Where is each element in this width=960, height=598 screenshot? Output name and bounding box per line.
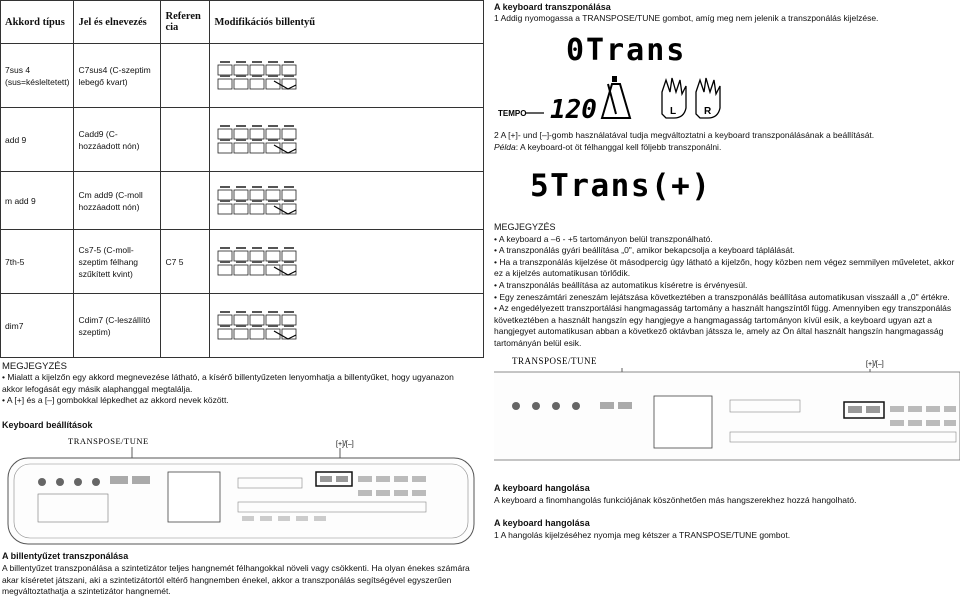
keypad-label-mark — [284, 325, 294, 327]
keypad-label-mark — [284, 139, 294, 141]
keypad-key — [234, 329, 248, 339]
example-label: Példa — [494, 141, 516, 152]
table-row — [1, 108, 484, 172]
keypad-label-mark — [284, 311, 294, 313]
tuning-section — [494, 483, 954, 541]
keypad-label-mark — [268, 75, 278, 77]
keypad-key — [250, 329, 264, 339]
keypad-key — [250, 315, 264, 325]
keypad-label-mark — [268, 61, 278, 63]
plusminus-label: [+]/[–] — [336, 441, 354, 448]
keypad-key — [218, 204, 232, 214]
keypad-key — [218, 143, 232, 153]
keypad-label-mark — [268, 311, 278, 313]
transpose-heading: A keyboard transzponálása — [494, 2, 611, 12]
keypad-icon — [214, 184, 304, 218]
tuning-heading-1: A keyboard hangolása — [494, 483, 590, 493]
right-hand-icon — [696, 78, 720, 118]
keypad-label-mark — [284, 247, 294, 249]
keypad-label-mark — [252, 261, 262, 263]
keypad-label-mark — [268, 125, 278, 127]
key-diagram — [210, 108, 484, 172]
note-item: • A transzponálás beállítása az automatikus kíséretre is érvényesül. — [494, 280, 956, 292]
keypad-label-mark — [252, 125, 262, 127]
keypad-label-mark — [236, 247, 246, 249]
keypad-label-mark — [268, 325, 278, 327]
chord-type: add 9 — [1, 108, 74, 172]
keyboard-settings-heading: Keyboard beállítások — [2, 420, 93, 430]
chord-name: Cs7-5 (C-moll-szeptim félhang szűkített kvint) — [74, 230, 161, 294]
tuning-text-2: 1 A hangolás kijelzéséhez nyomja meg kétszer a TRANSPOSE/TUNE gombot. — [494, 529, 791, 540]
chord-ref: C7 5 — [161, 230, 210, 294]
keypad-label-mark — [284, 200, 294, 202]
key-diagram — [210, 172, 484, 230]
plusminus-label-right: [+]/[–] — [866, 361, 884, 368]
chord-type: dim7 — [1, 294, 74, 358]
keypad-label-mark — [252, 311, 262, 313]
keypad-key — [266, 315, 280, 325]
keypad-label-mark — [236, 61, 246, 63]
keypad-icon — [214, 59, 304, 93]
key-diagram — [210, 230, 484, 294]
chord-ref — [161, 172, 210, 230]
keypad-label-mark — [284, 261, 294, 263]
keypad-label-mark — [268, 186, 278, 188]
table-row — [1, 172, 484, 230]
keypad-key — [266, 143, 280, 153]
keypad-label-mark — [284, 61, 294, 63]
keypad-key — [250, 204, 264, 214]
keypad-label-mark — [220, 75, 230, 77]
transpose-keys-heading: A billentyűzet transzponálása — [2, 551, 129, 561]
header-chord-type: Akkord típus — [1, 1, 74, 44]
keypad-key — [282, 143, 296, 153]
keypad-key — [234, 190, 248, 200]
tempo-label: TEMPO — [498, 109, 527, 118]
keypad-key — [266, 129, 280, 139]
key-diagram — [210, 294, 484, 358]
keypad-key — [266, 204, 280, 214]
tempo-value: 120 — [550, 95, 597, 122]
keypad-key — [218, 329, 232, 339]
keypad-key — [250, 190, 264, 200]
keypad-label-mark — [268, 261, 278, 263]
keypad-key — [266, 65, 280, 75]
transpose-label-right: TRANSPOSE/TUNE — [512, 356, 598, 366]
keyboard-panel-illustration-right — [494, 352, 960, 462]
chord-ref — [161, 44, 210, 108]
keypad-label-mark — [252, 61, 262, 63]
keypad-label-mark — [284, 186, 294, 188]
note-item: • A [+] és a [–] gombokkal lépkedhet az akkord nevek között. — [2, 395, 472, 407]
chord-ref — [161, 108, 210, 172]
keypad-label-mark — [252, 200, 262, 202]
right-note — [494, 222, 956, 350]
keypad-key — [218, 129, 232, 139]
keypad-key — [250, 65, 264, 75]
left-note — [2, 361, 472, 407]
chord-table — [0, 0, 484, 358]
keypad-key — [282, 329, 296, 339]
left-hand-icon — [662, 78, 686, 118]
keypad-icon — [214, 123, 304, 157]
keypad-key — [282, 251, 296, 261]
keypad-key — [218, 65, 232, 75]
keypad-label-mark — [220, 186, 230, 188]
chord-name: Cm add9 (C-moll hozzáadott nón) — [74, 172, 161, 230]
lcd-trans-text: 0Trans — [566, 33, 687, 68]
tuning-text-1: A keyboard a finomhangolás funkciójának köszönhetően más hangszerekhez hozzá hangolható. — [494, 494, 857, 505]
keyboard-panel-illustration — [2, 432, 480, 546]
note-item: • Ha a transzponálás kijelzése öt másodpercig úgy látható a kijelzőn, hogy közben nem végez semmilyen műveletet, akkor ez a kijelzés automatikusan törlődik. — [494, 257, 956, 280]
keypad-label-mark — [284, 75, 294, 77]
keypad-label-mark — [220, 125, 230, 127]
chord-ref — [161, 294, 210, 358]
keypad-key — [282, 79, 296, 89]
keypad-key — [282, 129, 296, 139]
keypad-key — [218, 315, 232, 325]
keypad-label-mark — [220, 200, 230, 202]
keypad-key — [282, 190, 296, 200]
header-symbol-name: Jel és elnevezés — [74, 1, 161, 44]
keypad-label-mark — [252, 325, 262, 327]
keypad-label-mark — [236, 75, 246, 77]
keypad-icon — [214, 309, 304, 343]
keypad-key — [266, 251, 280, 261]
note-list — [2, 372, 472, 407]
transpose-keys-text: A billentyűzet transzponálása a szintetizátor teljes hangnemét félhangokkal növeli vagy csökkenti. Ha olyan énekes számára akar kíséretet játszani, aki a szintetizátortól eltérő hangnemben énekel, akkor a transzponálás segítségével egyszerűen megváltoztathatja a szintetizátor hangnemét. — [2, 563, 470, 597]
keypad-label-mark — [220, 247, 230, 249]
keypad-label-mark — [268, 139, 278, 141]
keypad-label-mark — [236, 200, 246, 202]
header-modifier-keys: Modifikációs billentyű — [210, 1, 484, 44]
chord-name: C7sus4 (C-szeptim lebegő kvart) — [74, 44, 161, 108]
keypad-label-mark — [268, 200, 278, 202]
keypad-key — [234, 204, 248, 214]
chord-type: 7th-5 — [1, 230, 74, 294]
keypad-label-mark — [284, 125, 294, 127]
keypad-label-mark — [220, 325, 230, 327]
key-diagram — [210, 44, 484, 108]
note-item: • A transzponálás gyári beállítása „0", amikor bekapcsolja a keyboard táplálását. — [494, 245, 956, 257]
keypad-key — [234, 265, 248, 275]
keypad-key — [234, 79, 248, 89]
chord-name: Cdim7 (C-leszállító szeptim) — [74, 294, 161, 358]
keypad-key — [218, 251, 232, 261]
table-row — [1, 294, 484, 358]
keypad-key — [282, 315, 296, 325]
keypad-label-mark — [236, 125, 246, 127]
keypad-key — [250, 143, 264, 153]
note-item: • A keyboard a –6 - +5 tartományon belül transzponálható. — [494, 234, 956, 246]
tuning-heading-2: A keyboard hangolása — [494, 518, 590, 529]
chord-type: 7sus 4 (sus=késleltetett) — [1, 44, 74, 108]
note-heading: MEGJEGYZÉS — [494, 222, 556, 232]
keypad-key — [266, 329, 280, 339]
keypad-label-mark — [220, 61, 230, 63]
header-reference: Referen cia — [161, 1, 210, 44]
note-item: • Mialatt a kijelzőn egy akkord megnevezése látható, a kísérő billentyűzeten lenyomhatja a billentyűket, hogy ugyanazon akkor lefogását egy másik alaphanggal megtalálja. — [2, 372, 472, 395]
keypad-key — [234, 129, 248, 139]
keypad-key — [234, 251, 248, 261]
keypad-label-mark — [268, 247, 278, 249]
step-1: 1 Addig nyomogassa a TRANSPOSE/TUNE gombot, amíg meg nem jelenik a transzponálás kijelzése. — [494, 13, 879, 23]
keypad-key — [250, 251, 264, 261]
chord-type: m add 9 — [1, 172, 74, 230]
lcd2-text: 5Trans(+) — [530, 168, 712, 204]
keypad-label-mark — [252, 75, 262, 77]
step-2: 2 A [+]- und [–]-gomb használatával tudja megváltoztatni a keyboard transzponálásának a beállítását. Példa: A keyboard-ot öt félhanggal kell följebb transzponálni. — [494, 130, 875, 152]
keypad-label-mark — [220, 261, 230, 263]
keypad-key — [234, 65, 248, 75]
keypad-label-mark — [220, 311, 230, 313]
example-text: : A keyboard-ot öt félhanggal kell följebb transzponálni. — [515, 141, 722, 152]
keypad-label-mark — [236, 139, 246, 141]
keypad-key — [250, 265, 264, 275]
keypad-key — [234, 315, 248, 325]
keypad-key — [250, 129, 264, 139]
note-item: • Egy zeneszámtári zeneszám lejátszása következtében a transzponálás beállítása automatikusan visszaáll a „0" értékre. — [494, 292, 956, 304]
keypad-key — [250, 79, 264, 89]
table-row — [1, 230, 484, 294]
keypad-label-mark — [252, 186, 262, 188]
transpose-label: TRANSPOSE/TUNE — [68, 436, 149, 446]
keypad-label-mark — [220, 139, 230, 141]
keypad-label-mark — [236, 261, 246, 263]
keypad-label-mark — [236, 311, 246, 313]
keypad-label-mark — [252, 247, 262, 249]
keypad-label-mark — [236, 186, 246, 188]
note-item: • Az engedélyezett transzportálási hangmagasság tartomány a használt hangszíntől függ. Amennyiben egy transzponálás következtében a használt hangszín egy hangjegye a hangmagasság tartományon kívül esik, a keyboard ugyan azt a hangjegyet automatikusan abban a következő oktávban játssza le, amely az Ön által használt hangszín hangmagasság tartományán belül esik. — [494, 303, 956, 349]
keypad-key — [266, 190, 280, 200]
svg-text:R: R — [704, 106, 712, 117]
note-heading: MEGJEGYZÉS — [2, 361, 67, 372]
keypad-key — [282, 265, 296, 275]
keypad-key — [266, 265, 280, 275]
keypad-key — [218, 190, 232, 200]
svg-text:L: L — [670, 106, 677, 117]
keypad-key — [282, 204, 296, 214]
lcd-display-transpose — [494, 28, 744, 122]
metronome-icon — [602, 76, 630, 118]
keypad-key — [234, 143, 248, 153]
keypad-icon — [214, 245, 304, 279]
note-list — [494, 234, 956, 350]
table-row — [1, 44, 484, 108]
chord-name: Cadd9 (C-hozzáadott nón) — [74, 108, 161, 172]
keypad-key — [266, 79, 280, 89]
keypad-label-mark — [236, 325, 246, 327]
keypad-key — [282, 65, 296, 75]
keypad-key — [218, 265, 232, 275]
keypad-key — [218, 79, 232, 89]
lcd-display-transpose-plus — [494, 160, 734, 204]
keypad-label-mark — [252, 139, 262, 141]
